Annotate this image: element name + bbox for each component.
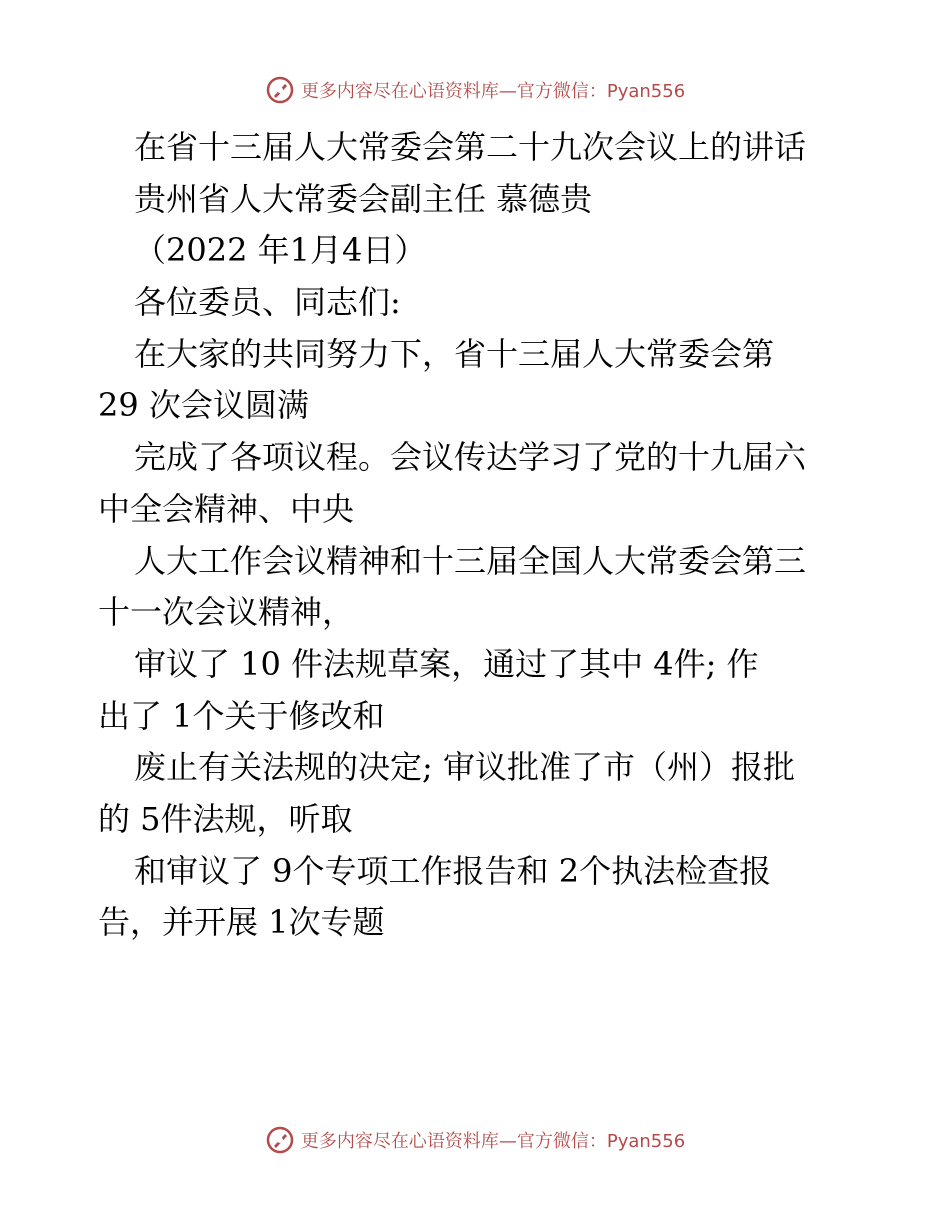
footer-watermark-text: 更多内容尽在心语资料库—官方微信：Pyan556 (300, 1131, 686, 1152)
document-body (98, 122, 898, 949)
doc-line-date: （2022 年1月4日） (134, 231, 427, 270)
pen-circle-logo-icon (265, 1125, 295, 1155)
doc-line: 废止有关法规的决定; 审议批准了市（州）报批 (134, 748, 795, 787)
doc-line: 十一次会议精神， (98, 593, 355, 632)
header-watermark-banner (0, 70, 950, 110)
doc-line: 的 5件法规，听取 (98, 799, 353, 838)
doc-line-salutation: 各位委员、同志们: (134, 283, 401, 322)
pen-circle-logo-icon (265, 75, 295, 105)
header-watermark-text: 更多内容尽在心语资料库—官方微信：Pyan556 (300, 81, 686, 102)
doc-line-author: 贵州省人大常委会副主任 慕德贵 (134, 179, 593, 218)
doc-line: 出了 1个关于修改和 (98, 696, 385, 735)
doc-line: 告，并开展 1次专题 (98, 903, 385, 942)
footer-watermark-banner (0, 1120, 950, 1160)
doc-line: 审议了 10 件法规草案，通过了其中 4件; 作 (134, 644, 759, 683)
doc-line: 在大家的共同努力下，省十三届人大常委会第 (134, 334, 775, 373)
doc-line: 中全会精神、中央 (98, 489, 355, 528)
doc-line: 29 次会议圆满 (98, 386, 309, 425)
doc-line-title: 在省十三届人大常委会第二十九次会议上的讲话 (134, 128, 807, 166)
doc-line: 完成了各项议程。会议传达学习了党的十九届六 (134, 438, 807, 477)
doc-line: 和审议了 9个专项工作报告和 2个执法检查报 (134, 851, 772, 890)
doc-line: 人大工作会议精神和十三届全国人大常委会第三 (134, 541, 807, 580)
